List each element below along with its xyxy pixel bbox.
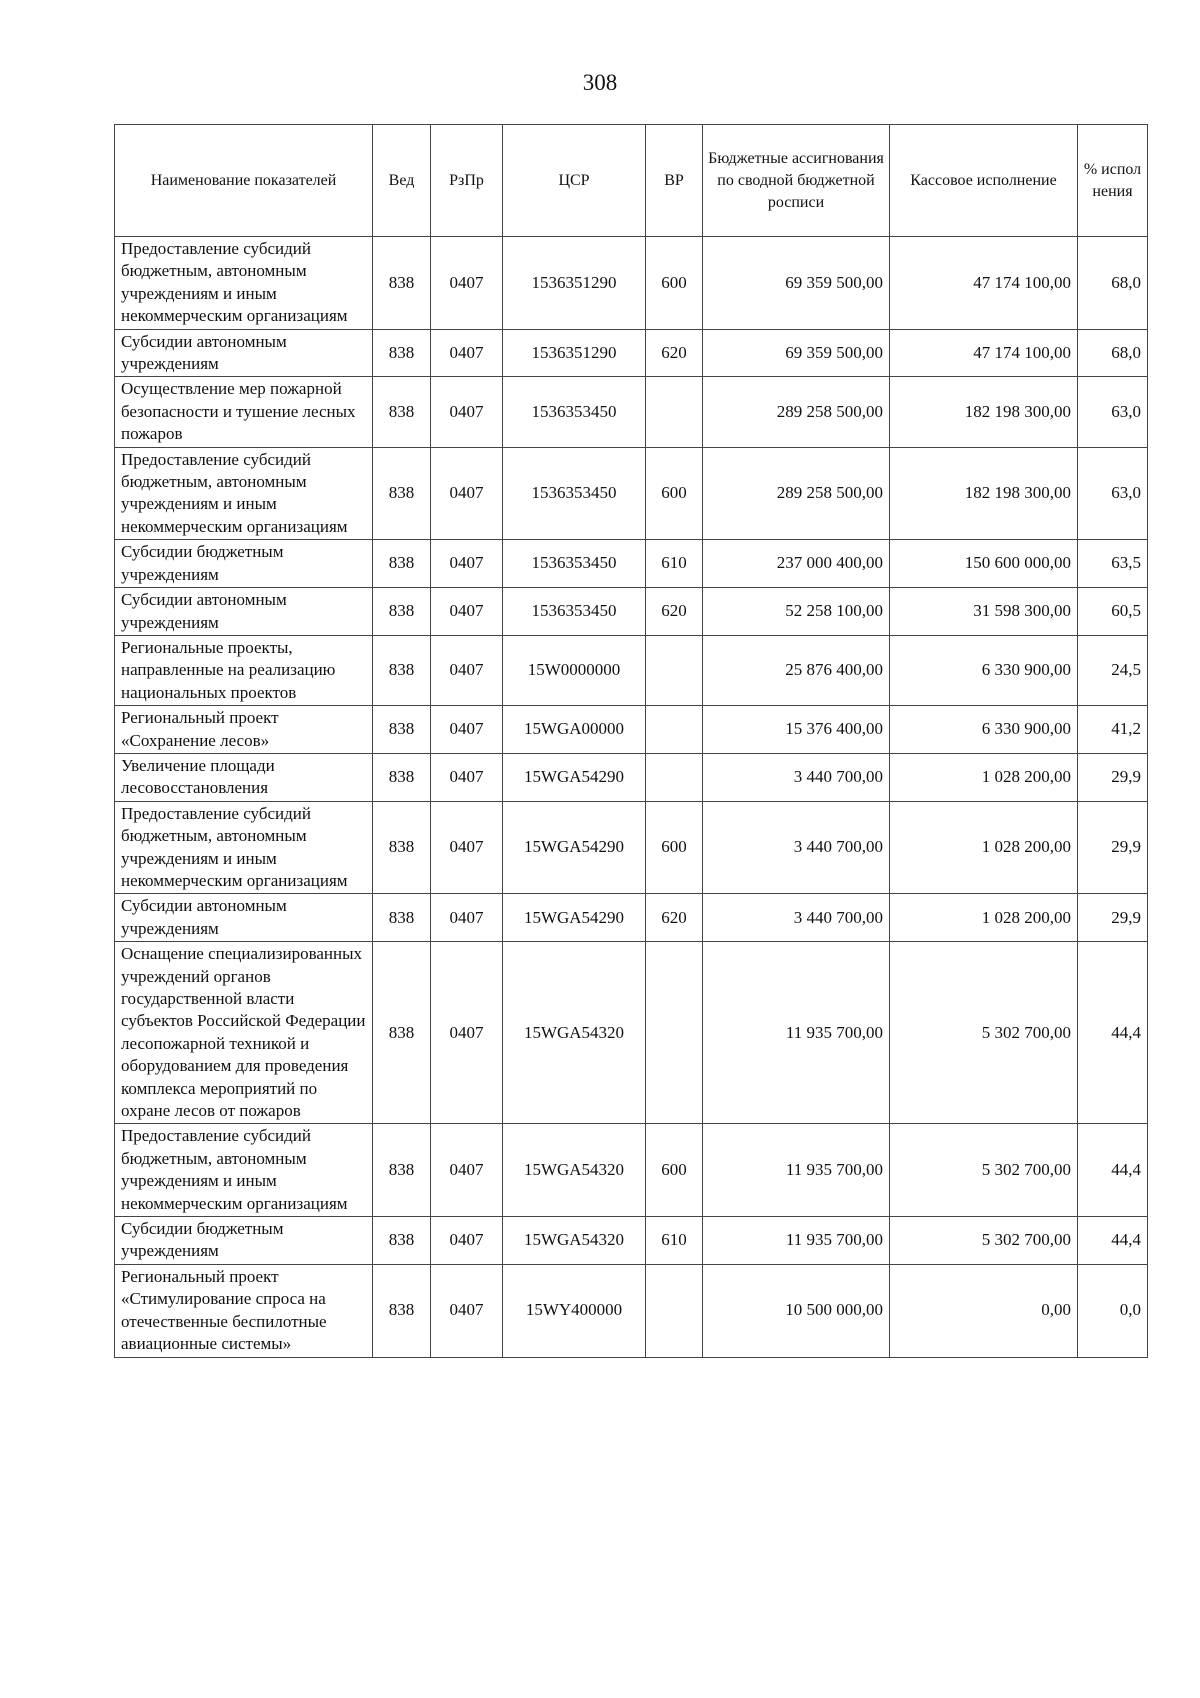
cell-vr: 600 (646, 801, 703, 894)
cell-name: Предоставление субсидий бюджетным, автономным учреждениям и иным некоммерческим организациям (115, 1124, 373, 1217)
cell-vr: 620 (646, 588, 703, 636)
cell-ved: 838 (373, 377, 431, 447)
table-row (115, 894, 1148, 942)
cell-ved: 838 (373, 237, 431, 330)
cell-budget: 52 258 100,00 (703, 588, 890, 636)
cell-cash: 1 028 200,00 (890, 894, 1078, 942)
cell-ved: 838 (373, 801, 431, 894)
cell-rzpr: 0407 (431, 447, 503, 540)
cell-csr: 1536353450 (503, 540, 646, 588)
cell-cash: 31 598 300,00 (890, 588, 1078, 636)
table-row (115, 753, 1148, 801)
cell-csr: 1536353450 (503, 588, 646, 636)
page-number: 308 (582, 70, 618, 95)
table-row (115, 942, 1148, 1124)
cell-budget: 11 935 700,00 (703, 1124, 890, 1217)
budget-table (114, 124, 1148, 1358)
cell-cash: 5 302 700,00 (890, 1124, 1078, 1217)
cell-ved: 838 (373, 1264, 431, 1357)
cell-cash: 150 600 000,00 (890, 540, 1078, 588)
cell-rzpr: 0407 (431, 894, 503, 942)
header-percent: % испол нения (1078, 125, 1148, 237)
table-row (115, 1124, 1148, 1217)
cell-budget: 69 359 500,00 (703, 329, 890, 377)
cell-percent: 68,0 (1078, 237, 1148, 330)
cell-name: Субсидии автономным учреждениям (115, 588, 373, 636)
table-row (115, 237, 1148, 330)
cell-cash: 6 330 900,00 (890, 635, 1078, 705)
cell-cash: 5 302 700,00 (890, 942, 1078, 1124)
cell-vr (646, 706, 703, 754)
table-row (115, 329, 1148, 377)
cell-rzpr: 0407 (431, 329, 503, 377)
cell-ved: 838 (373, 1217, 431, 1265)
cell-percent: 63,0 (1078, 447, 1148, 540)
cell-rzpr: 0407 (431, 588, 503, 636)
cell-percent: 63,0 (1078, 377, 1148, 447)
cell-csr: 15WGA54320 (503, 1124, 646, 1217)
cell-budget: 3 440 700,00 (703, 894, 890, 942)
cell-rzpr: 0407 (431, 1124, 503, 1217)
cell-percent: 41,2 (1078, 706, 1148, 754)
cell-name: Увеличение площади лесовосстановления (115, 753, 373, 801)
cell-cash: 1 028 200,00 (890, 801, 1078, 894)
cell-budget: 237 000 400,00 (703, 540, 890, 588)
table-header-row (115, 125, 1148, 237)
header-vr: ВР (646, 125, 703, 237)
cell-name: Предоставление субсидий бюджетным, автономным учреждениям и иным некоммерческим организациям (115, 237, 373, 330)
cell-ved: 838 (373, 329, 431, 377)
cell-csr: 15WGA00000 (503, 706, 646, 754)
header-budget: Бюджетные ассигнования по сводной бюджетной росписи (703, 125, 890, 237)
cell-percent: 44,4 (1078, 1124, 1148, 1217)
cell-csr: 15WGA54290 (503, 894, 646, 942)
cell-vr: 600 (646, 1124, 703, 1217)
cell-vr (646, 942, 703, 1124)
cell-csr: 15WGA54290 (503, 801, 646, 894)
cell-cash: 47 174 100,00 (890, 237, 1078, 330)
cell-csr: 1536353450 (503, 447, 646, 540)
cell-cash: 0,00 (890, 1264, 1078, 1357)
cell-percent: 29,9 (1078, 801, 1148, 894)
cell-name: Предоставление субсидий бюджетным, автономным учреждениям и иным некоммерческим организациям (115, 447, 373, 540)
cell-rzpr: 0407 (431, 753, 503, 801)
cell-name: Субсидии автономным учреждениям (115, 894, 373, 942)
cell-vr: 620 (646, 329, 703, 377)
cell-vr (646, 1264, 703, 1357)
cell-budget: 10 500 000,00 (703, 1264, 890, 1357)
cell-budget: 289 258 500,00 (703, 447, 890, 540)
header-ved: Вед (373, 125, 431, 237)
table-row (115, 1217, 1148, 1265)
cell-rzpr: 0407 (431, 540, 503, 588)
cell-name: Субсидии бюджетным учреждениям (115, 540, 373, 588)
cell-percent: 24,5 (1078, 635, 1148, 705)
cell-percent: 44,4 (1078, 942, 1148, 1124)
cell-budget: 3 440 700,00 (703, 753, 890, 801)
cell-budget: 69 359 500,00 (703, 237, 890, 330)
cell-name: Осуществление мер пожарной безопасности и тушение лесных пожаров (115, 377, 373, 447)
cell-name: Оснащение специализированных учреждений органов государственной власти субъектов Российской Федерации лесопожарной техникой и оборудованием для проведения комплекса мероприятий по охране лесов от пожаров (115, 942, 373, 1124)
cell-name: Субсидии бюджетным учреждениям (115, 1217, 373, 1265)
cell-vr: 600 (646, 447, 703, 540)
cell-csr: 15WGA54290 (503, 753, 646, 801)
cell-vr: 620 (646, 894, 703, 942)
cell-rzpr: 0407 (431, 635, 503, 705)
table-row (115, 447, 1148, 540)
cell-vr: 600 (646, 237, 703, 330)
table-row (115, 706, 1148, 754)
cell-budget: 289 258 500,00 (703, 377, 890, 447)
header-cash: Кассовое исполнение (890, 125, 1078, 237)
cell-cash: 6 330 900,00 (890, 706, 1078, 754)
cell-rzpr: 0407 (431, 377, 503, 447)
cell-name: Региональный проект «Стимулирование спроса на отечественные беспилотные авиационные системы» (115, 1264, 373, 1357)
cell-vr: 610 (646, 1217, 703, 1265)
cell-percent: 0,0 (1078, 1264, 1148, 1357)
cell-csr: 15W0000000 (503, 635, 646, 705)
header-rzpr: РзПр (431, 125, 503, 237)
cell-ved: 838 (373, 753, 431, 801)
cell-percent: 29,9 (1078, 753, 1148, 801)
cell-name: Субсидии автономным учреждениям (115, 329, 373, 377)
cell-csr: 1536353450 (503, 377, 646, 447)
cell-vr: 610 (646, 540, 703, 588)
cell-csr: 15WGA54320 (503, 942, 646, 1124)
cell-ved: 838 (373, 540, 431, 588)
cell-rzpr: 0407 (431, 1217, 503, 1265)
cell-ved: 838 (373, 447, 431, 540)
cell-vr (646, 635, 703, 705)
table-row (115, 635, 1148, 705)
cell-vr (646, 377, 703, 447)
cell-cash: 47 174 100,00 (890, 329, 1078, 377)
table-row (115, 1264, 1148, 1357)
cell-rzpr: 0407 (431, 706, 503, 754)
table-row (115, 801, 1148, 894)
cell-percent: 29,9 (1078, 894, 1148, 942)
cell-cash: 182 198 300,00 (890, 377, 1078, 447)
cell-ved: 838 (373, 706, 431, 754)
cell-ved: 838 (373, 942, 431, 1124)
cell-cash: 5 302 700,00 (890, 1217, 1078, 1265)
table-row (115, 377, 1148, 447)
cell-ved: 838 (373, 635, 431, 705)
cell-csr: 15WY400000 (503, 1264, 646, 1357)
cell-rzpr: 0407 (431, 942, 503, 1124)
table-row (115, 540, 1148, 588)
cell-budget: 3 440 700,00 (703, 801, 890, 894)
table-row (115, 588, 1148, 636)
cell-rzpr: 0407 (431, 1264, 503, 1357)
cell-name: Предоставление субсидий бюджетным, автономным учреждениям и иным некоммерческим организациям (115, 801, 373, 894)
cell-rzpr: 0407 (431, 237, 503, 330)
cell-percent: 44,4 (1078, 1217, 1148, 1265)
cell-vr (646, 753, 703, 801)
cell-cash: 1 028 200,00 (890, 753, 1078, 801)
cell-csr: 1536351290 (503, 329, 646, 377)
cell-cash: 182 198 300,00 (890, 447, 1078, 540)
cell-name: Региональные проекты, направленные на реализацию национальных проектов (115, 635, 373, 705)
cell-ved: 838 (373, 894, 431, 942)
cell-budget: 15 376 400,00 (703, 706, 890, 754)
header-csr: ЦСР (503, 125, 646, 237)
header-name: Наименование показателей (115, 125, 373, 237)
cell-percent: 68,0 (1078, 329, 1148, 377)
cell-ved: 838 (373, 588, 431, 636)
cell-percent: 63,5 (1078, 540, 1148, 588)
cell-name: Региональный проект «Сохранение лесов» (115, 706, 373, 754)
cell-percent: 60,5 (1078, 588, 1148, 636)
cell-budget: 11 935 700,00 (703, 942, 890, 1124)
cell-csr: 15WGA54320 (503, 1217, 646, 1265)
cell-csr: 1536351290 (503, 237, 646, 330)
cell-budget: 11 935 700,00 (703, 1217, 890, 1265)
cell-rzpr: 0407 (431, 801, 503, 894)
cell-ved: 838 (373, 1124, 431, 1217)
cell-budget: 25 876 400,00 (703, 635, 890, 705)
